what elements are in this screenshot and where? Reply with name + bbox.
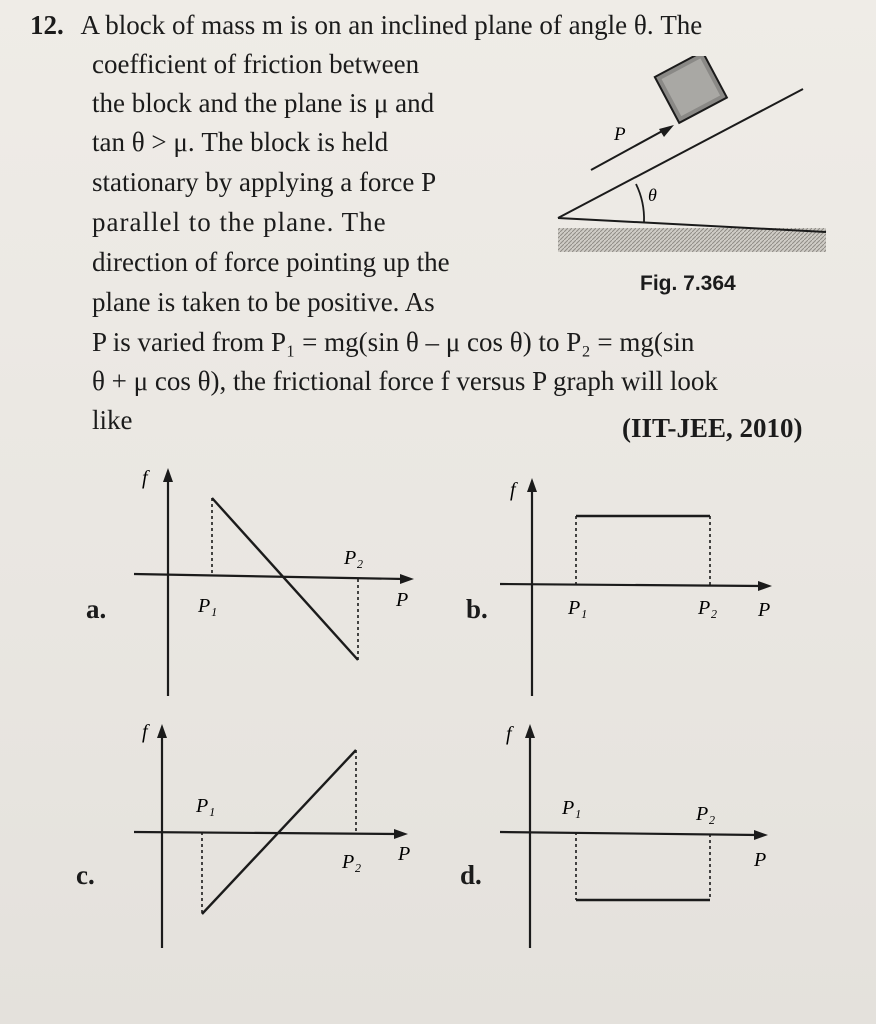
y-axis-label: f [510, 479, 516, 501]
question-text-1: A block of mass m is on an inclined plane of angle θ. The [80, 10, 703, 40]
x-axis-label: P [758, 599, 771, 621]
p2-label: P₂ [698, 597, 718, 619]
inclined-plane-figure [548, 56, 838, 261]
question-line-2: coefficient of friction between [92, 49, 420, 79]
force-arrow [591, 129, 666, 170]
angle-arc [636, 184, 644, 222]
x-axis-arrowhead [394, 829, 408, 839]
x-axis [134, 832, 398, 834]
p1-label: P₁ [198, 595, 218, 617]
question-line-10: θ + μ cos θ), the frictional force f versus P graph will look [92, 366, 718, 396]
x-axis-arrowhead [400, 574, 414, 584]
question-line-8: plane is taken to be positive. As [92, 287, 435, 317]
exam-source: (IIT-JEE, 2010) [622, 413, 803, 443]
option-d-label: d. [460, 860, 482, 890]
question-line-9: P is varied from P₁ = mg(sin θ – μ cos θ) to P₂ = mg(sin [92, 327, 695, 357]
question-line-1 [30, 8, 702, 42]
p1-label: P₁ [196, 795, 216, 817]
y-axis-arrowhead [525, 724, 535, 738]
option-b-graph [492, 460, 792, 700]
ground-hatching [558, 228, 826, 252]
x-axis-label: P [754, 849, 767, 871]
p2-label: P₂ [696, 803, 716, 825]
force-label: P [614, 124, 626, 145]
p2-label: P₂ [344, 547, 364, 569]
x-axis [500, 584, 762, 586]
question-line-7: direction of force pointing up the [92, 247, 450, 277]
p1-label: P₁ [568, 597, 588, 619]
question-line-6: parallel to the plane. The [92, 207, 387, 237]
question-line-5: stationary by applying a force P [92, 167, 437, 197]
angle-label: θ [648, 185, 657, 205]
y-axis-label: f [142, 721, 148, 743]
question-line-4: tan θ > μ. The block is held [92, 127, 389, 157]
figure-caption: Fig. 7.364 [640, 272, 736, 295]
x-axis-arrowhead [758, 581, 772, 591]
x-axis [134, 574, 404, 579]
y-axis-label: f [142, 467, 148, 489]
p1-label: P₁ [562, 797, 582, 819]
x-axis-arrowhead [754, 830, 768, 840]
option-a-graph [120, 460, 430, 700]
question-line-3: the block and the plane is μ and [92, 88, 435, 118]
question-line-11: like [92, 405, 133, 435]
option-c-label: c. [76, 860, 95, 890]
p2-label: P₂ [342, 851, 362, 873]
x-axis-label: P [396, 589, 409, 611]
y-axis-arrowhead [527, 478, 537, 492]
option-c-graph [118, 710, 428, 950]
option-a-label: a. [86, 594, 107, 624]
y-axis-arrowhead [163, 468, 173, 482]
y-axis-label: f [506, 723, 512, 745]
force-arrowhead [659, 125, 674, 137]
y-axis-arrowhead [157, 724, 167, 738]
x-axis [500, 832, 758, 835]
x-axis-label: P [398, 843, 411, 865]
block [655, 56, 727, 123]
question-number: 12. [30, 10, 64, 40]
friction-curve [212, 498, 358, 660]
option-d-graph [492, 710, 792, 950]
option-b-label: b. [466, 594, 488, 624]
